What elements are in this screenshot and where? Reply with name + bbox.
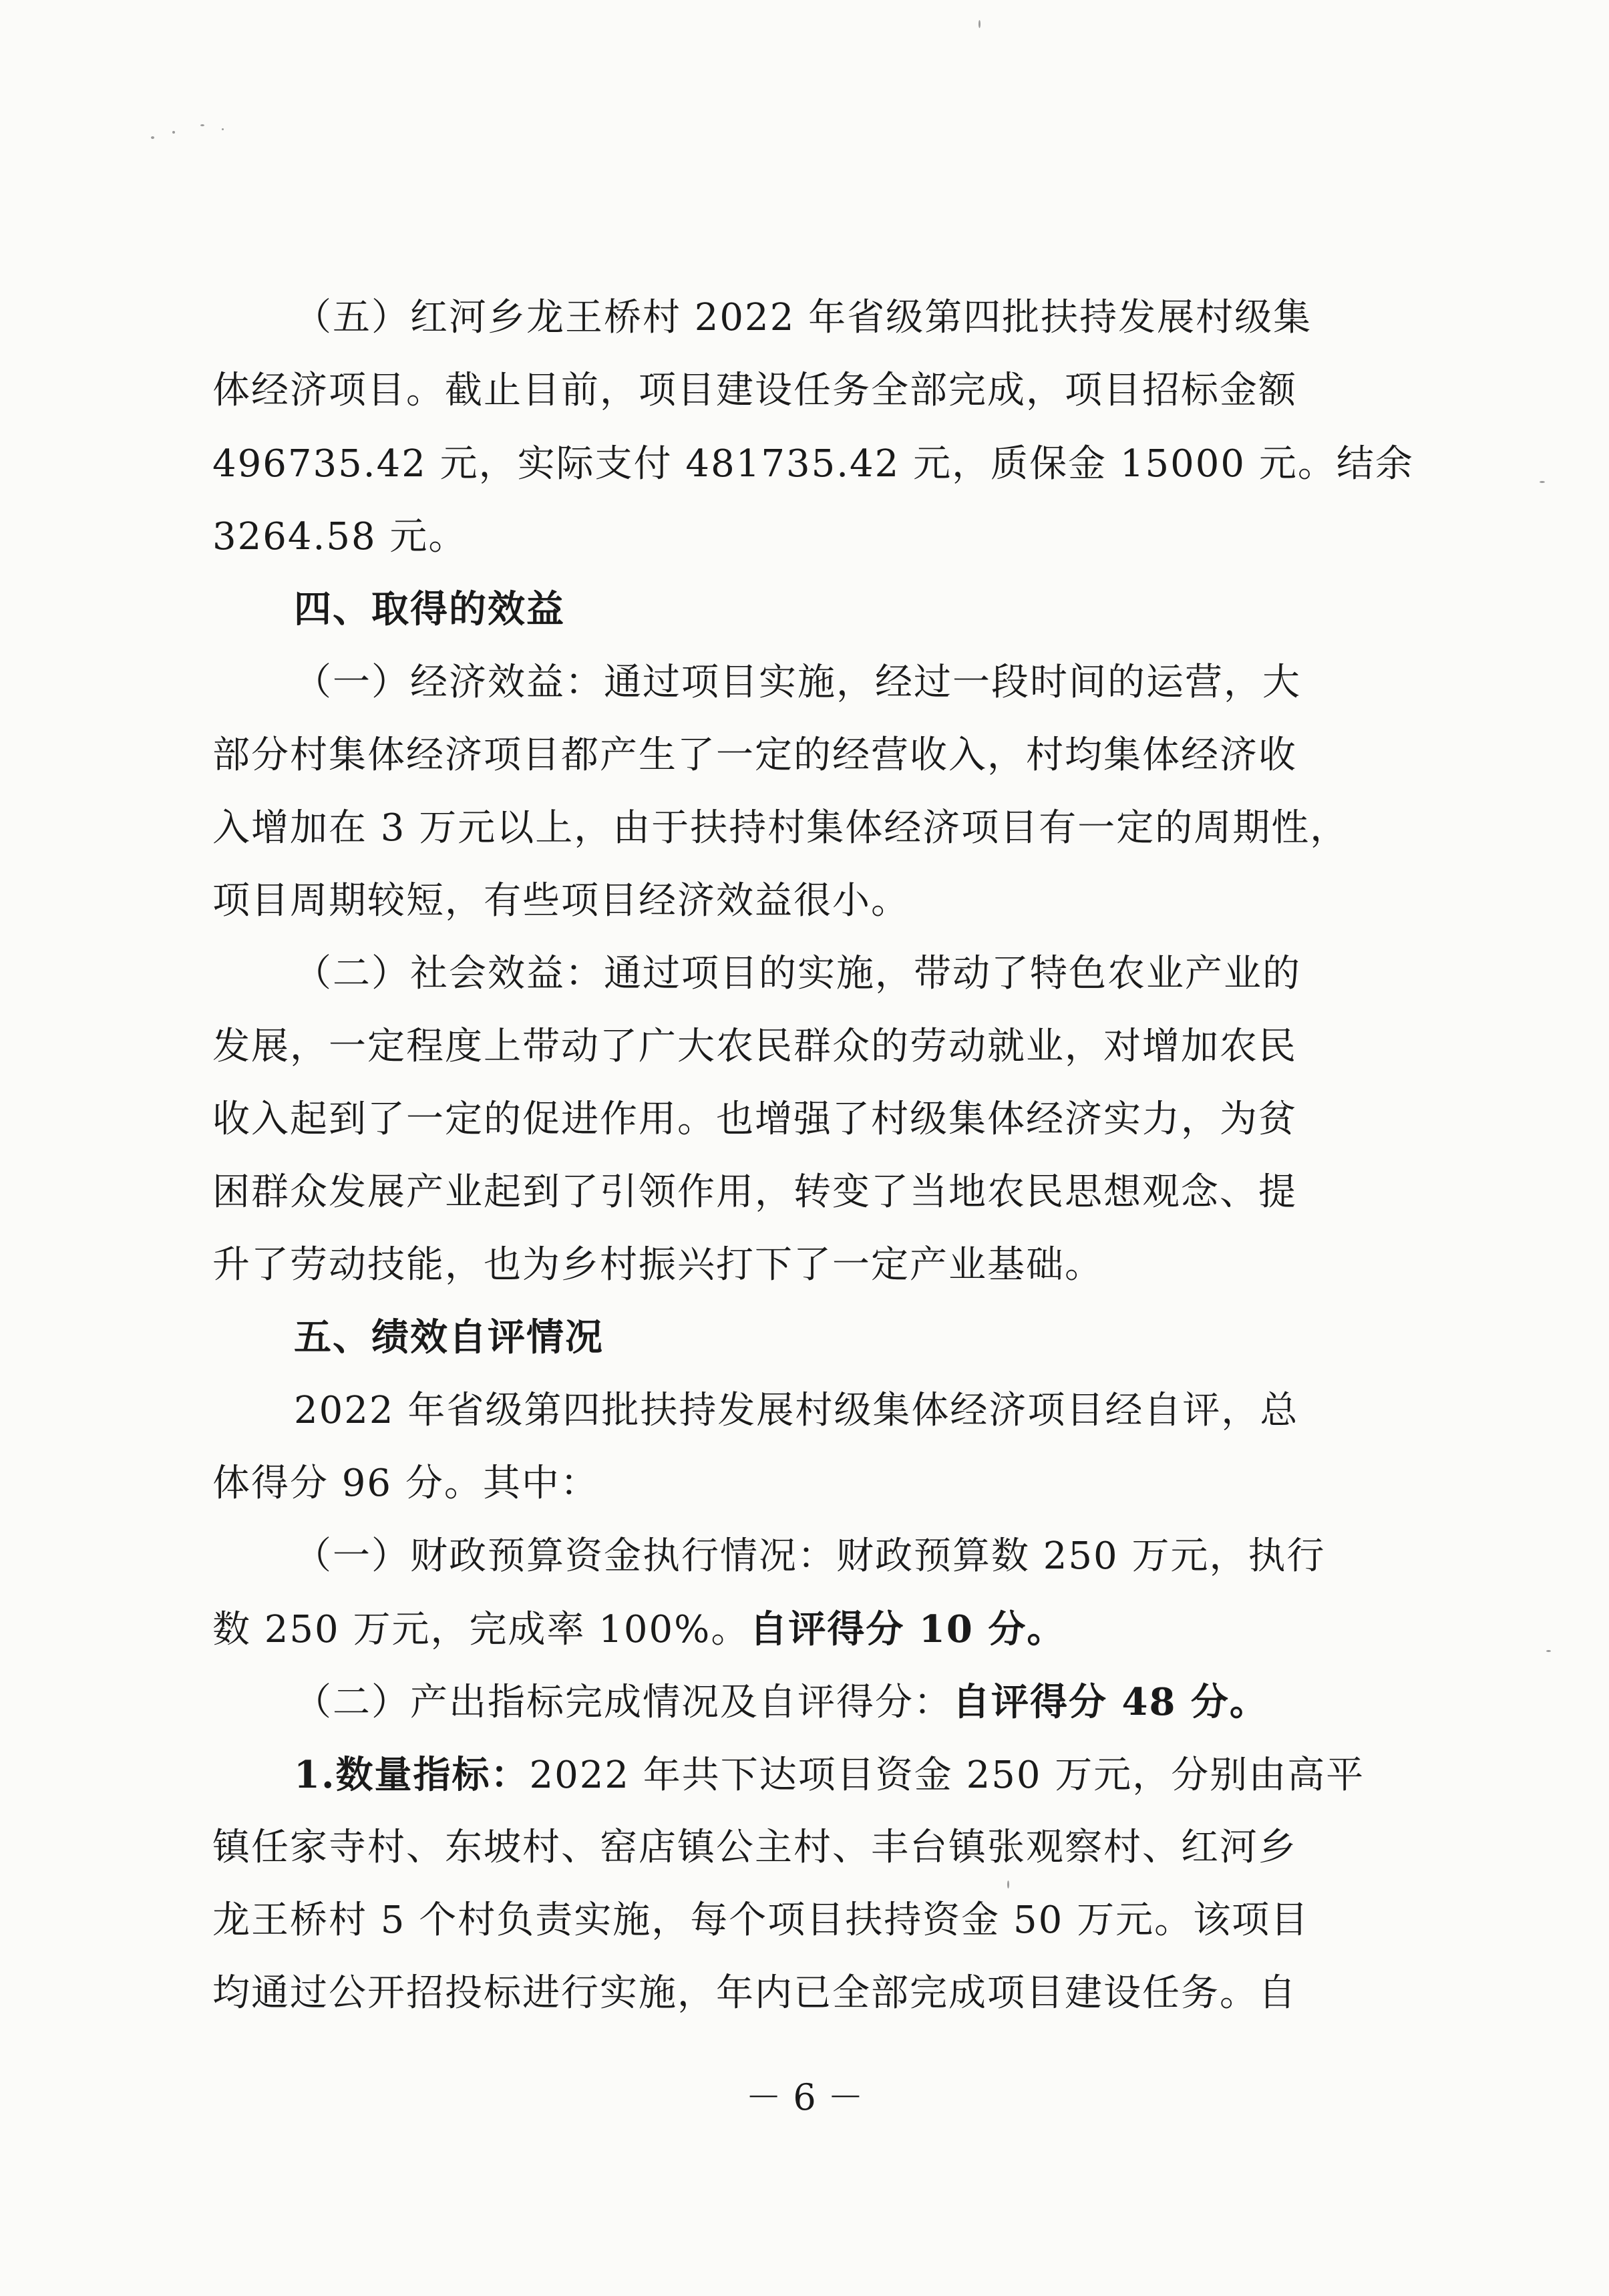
social-line-4: 困群众发展产业起到了引领作用，转变了当地农民思想观念、提 xyxy=(212,1170,1297,1214)
selfeval-line-2: 体得分 96 分。其中： xyxy=(212,1462,599,1505)
page-number: － 6 － xyxy=(745,2076,864,2118)
quantity-line-1 xyxy=(294,1748,1443,1802)
quantity-line-2: 镇任家寺村、东坡村、窑店镇公主村、丰台镇张观察村、红河乡 xyxy=(212,1826,1297,1869)
econ-line-3: 入增加在 3 万元以上，由于扶持村集体经济项目有一定的周期性， xyxy=(212,806,1349,850)
output-line-1 xyxy=(294,1675,1443,1729)
section5-line-3: 496735.42 元，实际支付 481735.42 元，质保金 15000 元。结余 xyxy=(212,442,1414,486)
econ-line-1: （一）经济效益：通过项目实施，经过一段时间的运营，大 xyxy=(294,661,1301,704)
scan-speck xyxy=(151,136,154,139)
output-line-1-text: （二）产出指标完成情况及自评得分： xyxy=(294,1681,952,1724)
budget-score: 自评得分 10 分。 xyxy=(749,1607,1066,1651)
section5-line-4: 3264.58 元。 xyxy=(212,515,468,558)
budget-line-2 xyxy=(212,1603,1443,1656)
scan-speck xyxy=(978,20,980,28)
quantity-line-4: 均通过公开招投标进行实施，年内已全部完成项目建设任务。自 xyxy=(212,1971,1297,2015)
section5-line-1: （五）红河乡龙王桥村 2022 年省级第四批扶持发展村级集 xyxy=(294,296,1312,339)
scan-speck xyxy=(222,128,224,130)
econ-line-4: 项目周期较短，有些项目经济效益很小。 xyxy=(212,879,910,923)
budget-line-1: （一）财政预算资金执行情况：财政预算数 250 万元，执行 xyxy=(294,1534,1326,1578)
heading-self-evaluation: 五、绩效自评情况 xyxy=(294,1316,604,1359)
heading-benefits: 四、取得的效益 xyxy=(294,588,565,631)
quantity-line-1-text: 2022 年共下达项目资金 250 万元，分别由高平 xyxy=(529,1754,1365,1797)
econ-line-2: 部分村集体经济项目都产生了一定的经营收入，村均集体经济收 xyxy=(212,733,1297,777)
section5-line-2: 体经济项目。截止目前，项目建设任务全部完成，项目招标金额 xyxy=(212,369,1297,412)
quantity-label: 1.数量指标： xyxy=(294,1753,530,1797)
scan-speck xyxy=(172,131,175,134)
selfeval-line-1: 2022 年省级第四批扶持发展村级集体经济项目经自评，总 xyxy=(294,1389,1299,1432)
quantity-line-3: 龙王桥村 5 个村负责实施，每个项目扶持资金 50 万元。该项目 xyxy=(212,1899,1310,1942)
social-line-2: 发展，一定程度上带动了广大农民群众的劳动就业，对增加农民 xyxy=(212,1025,1297,1068)
scan-speck xyxy=(1540,481,1545,483)
social-line-3: 收入起到了一定的促进作用。也增强了村级集体经济实力，为贫 xyxy=(212,1098,1297,1141)
output-score: 自评得分 48 分。 xyxy=(952,1680,1268,1724)
social-line-5: 升了劳动技能，也为乡村振兴打下了一定产业基础。 xyxy=(212,1243,1103,1287)
budget-line-2-text: 数 250 万元，完成率 100%。 xyxy=(212,1608,750,1651)
social-line-1: （二）社会效益：通过项目的实施，带动了特色农业产业的 xyxy=(294,952,1301,995)
scan-speck xyxy=(1007,1880,1009,1889)
scan-speck xyxy=(200,124,204,126)
scan-speck xyxy=(1546,1650,1551,1652)
